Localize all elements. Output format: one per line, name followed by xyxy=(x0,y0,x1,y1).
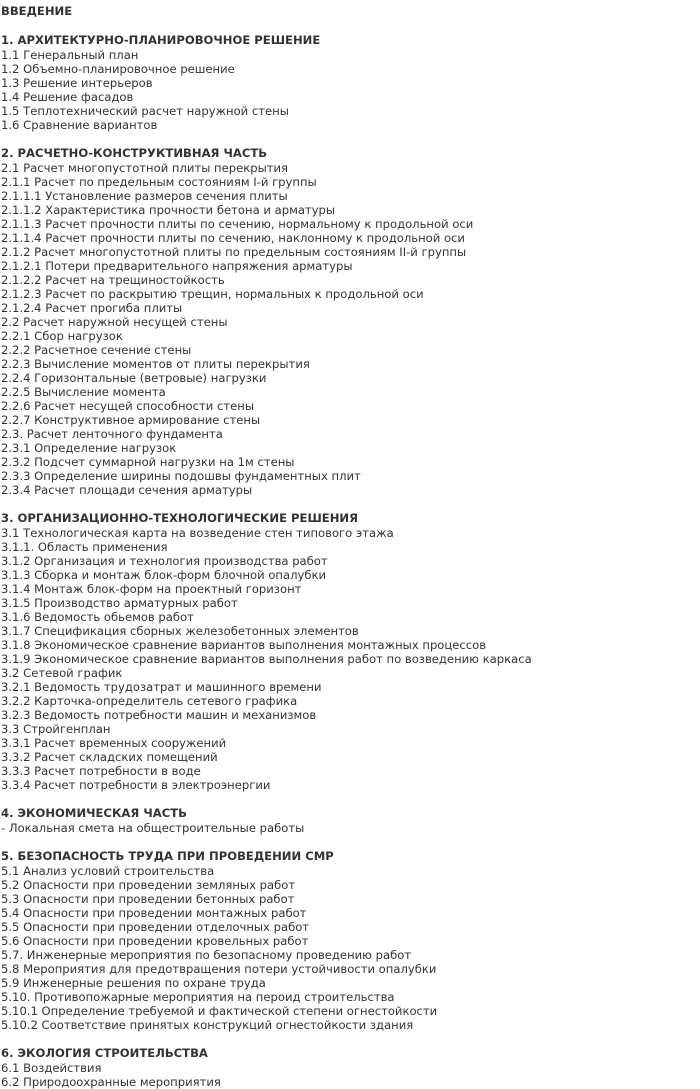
list-item: 3.3.4 Расчет потребности в электроэнергии xyxy=(1,778,271,792)
list-item: 5.10.2 Соответствие принятых конструкций огнестойкости здания xyxy=(1,1018,414,1032)
list-item: 3.3 Стройгенплан xyxy=(1,722,111,736)
section-title: 1. АРХИТЕКТУРНО-ПЛАНИРОВОЧНОЕ РЕШЕНИЕ xyxy=(1,33,321,47)
list-item: 1.6 Сравнение вариантов xyxy=(1,118,158,132)
section-title: 5. БЕЗОПАСНОСТЬ ТРУДА ПРИ ПРОВЕДЕНИИ СМР xyxy=(1,849,334,863)
list-item: 3.1.3 Сборка и монтаж блок-форм блочной опалубки xyxy=(1,568,327,582)
list-item: 5.10. Противопожарные мероприятия на пероид строительства xyxy=(1,990,395,1004)
list-item: 2.1.1.3 Расчет прочности плиты по сечению, нормальному к продольной оси xyxy=(1,217,474,231)
list-item: 2.1.2.4 Расчет прогиба плиты xyxy=(1,301,183,315)
list-item: 3.1.7 Спецификация сборных железобетонных элементов xyxy=(1,624,359,638)
section-1 xyxy=(1,33,700,132)
list-item: 2.2.6 Расчет несущей способности стены xyxy=(1,399,254,413)
intro-heading: ВВЕДЕНИЕ xyxy=(1,4,73,18)
list-item: 3.1.5 Производство арматурных работ xyxy=(1,596,238,610)
list-item: 3.2.2 Карточка-определитель сетевого графика xyxy=(1,694,298,708)
list-item: 2.1.2.2 Расчет на трещиностойкость xyxy=(1,273,225,287)
list-item: 5.9 Инженерные решения по охране труда xyxy=(1,976,266,990)
list-item: 3.1.8 Экономическое сравнение вариантов выполнения монтажных процессов xyxy=(1,638,487,652)
list-item: 2.1.2.1 Потери предварительного напряжения арматуры xyxy=(1,259,353,273)
section-title: 6. ЭКОЛОГИЯ СТРОИТЕЛЬСТВА xyxy=(1,1046,208,1060)
list-item: 2.1.2 Расчет многопустотной плиты по предельным состояниям II-й группы xyxy=(1,245,467,259)
list-item: 1.3 Решение интерьеров xyxy=(1,76,153,90)
list-item: 2.3.2 Подсчет суммарной нагрузки на 1м стены xyxy=(1,455,295,469)
list-item: 3.1.4 Монтаж блок-форм на проектный горизонт xyxy=(1,582,302,596)
section-gap xyxy=(1,132,700,146)
section-gap xyxy=(1,497,700,511)
section-title: 3. ОРГАНИЗАЦИОННО-ТЕХНОЛОГИЧЕСКИЕ РЕШЕНИЯ xyxy=(1,511,359,525)
list-item: 2.2.7 Конструктивное армирование стены xyxy=(1,413,261,427)
list-item: 2.1.1.4 Расчет прочности плиты по сечению, наклонному к продольной оси xyxy=(1,231,465,245)
list-item: 2.1.1.1 Установление размеров сечения плиты xyxy=(1,189,288,203)
list-item: 5.10.1 Определение требуемой и фактической степени огнестойкости xyxy=(1,1004,438,1018)
list-item: 5.7. Инженерные мероприятия по безопасному проведению работ xyxy=(1,948,412,962)
list-item: 2.2.1 Сбор нагрузок xyxy=(1,329,123,343)
section-3 xyxy=(1,511,700,792)
list-item: 2.2.5 Вычисление момента xyxy=(1,385,166,399)
list-item: 5.2 Опасности при проведении земляных работ xyxy=(1,878,296,892)
list-item: 2.3.3 Определение ширины подошвы фундаментных плит xyxy=(1,469,361,483)
list-item: 5.5 Опасности при проведении отделочных работ xyxy=(1,920,310,934)
list-item: 3.2.3 Ведомость потребности машин и механизмов xyxy=(1,708,317,722)
list-item: 1.5 Теплотехнический расчет наружной стены xyxy=(1,104,289,118)
list-item: 5.8 Мероприятия для предотвращения потери устойчивости опалубки xyxy=(1,962,437,976)
section-5 xyxy=(1,849,700,1032)
list-item: 3.3.2 Расчет складских помещений xyxy=(1,750,218,764)
list-item: 3.1.9 Экономическое сравнение вариантов выполнения работ по возведению каркаса xyxy=(1,652,532,666)
section-4 xyxy=(1,806,700,835)
section-title: 4. ЭКОНОМИЧЕСКАЯ ЧАСТЬ xyxy=(1,806,187,820)
section-gap xyxy=(1,19,700,33)
list-item: 2.2.4 Горизонтальные (ветровые) нагрузки xyxy=(1,371,267,385)
list-item: 3.3.1 Расчет временных сооружений xyxy=(1,736,227,750)
list-item: 2.2 Расчет наружной несущей стены xyxy=(1,315,228,329)
list-item: 3.3.3 Расчет потребности в воде xyxy=(1,764,201,778)
list-item: 3.1 Технологическая карта на возведение стен типового этажа xyxy=(1,526,394,540)
list-item: 1.4 Решение фасадов xyxy=(1,90,134,104)
section-gap xyxy=(1,792,700,806)
list-item: 2.2.2 Расчетное сечение стены xyxy=(1,343,192,357)
list-item: 5.3 Опасности при проведении бетонных работ xyxy=(1,892,295,906)
list-item: 1.2 Объемно-планировочное решение xyxy=(1,62,235,76)
section-title: 2. РАСЧЕТНО-КОНСТРУКТИВНАЯ ЧАСТЬ xyxy=(1,146,268,160)
list-item: - Локальная смета на общестроительные работы xyxy=(1,821,305,835)
list-item: 5.4 Опасности при проведении монтажных работ xyxy=(1,906,307,920)
list-item: 3.2 Сетевой график xyxy=(1,666,123,680)
list-item: 3.1.1. Область применения xyxy=(1,540,168,554)
list-item: 6.1 Воздействия xyxy=(1,1061,102,1075)
list-item: 6.2 Природоохранные мероприятия xyxy=(1,1075,221,1089)
list-item: 2.3.4 Расчет площади сечения арматуры xyxy=(1,483,253,497)
list-item: 3.1.2 Организация и технология производства работ xyxy=(1,554,328,568)
list-item: 2.1.1.2 Характеристика прочности бетона и арматуры xyxy=(1,203,336,217)
list-item: 2.2.3 Вычисление моментов от плиты перекрытия xyxy=(1,357,310,371)
list-item: 5.1 Анализ условий строительства xyxy=(1,864,215,878)
list-item: 2.1.1 Расчет по предельным состояниям I-й группы xyxy=(1,175,317,189)
section-gap xyxy=(1,1032,700,1046)
list-item: 1.1 Генеральный план xyxy=(1,48,139,62)
section-6 xyxy=(1,1046,700,1089)
list-item: 3.2.1 Ведомость трудозатрат и машинного времени xyxy=(1,680,322,694)
list-item: 3.1.6 Ведомость обьемов работ xyxy=(1,610,194,624)
list-item: 2.1 Расчет многопустотной плиты перекрытия xyxy=(1,161,289,175)
list-item: 5.6 Опасности при проведении кровельных работ xyxy=(1,934,309,948)
list-item: 2.1.2.3 Расчет по раскрытию трещин, нормальных к продольной оси xyxy=(1,287,424,301)
section-gap xyxy=(1,835,700,849)
list-item: 2.3.1 Определение нагрузок xyxy=(1,441,177,455)
list-item: 2.3. Расчет ленточного фундамента xyxy=(1,427,223,441)
section-2 xyxy=(1,146,700,497)
